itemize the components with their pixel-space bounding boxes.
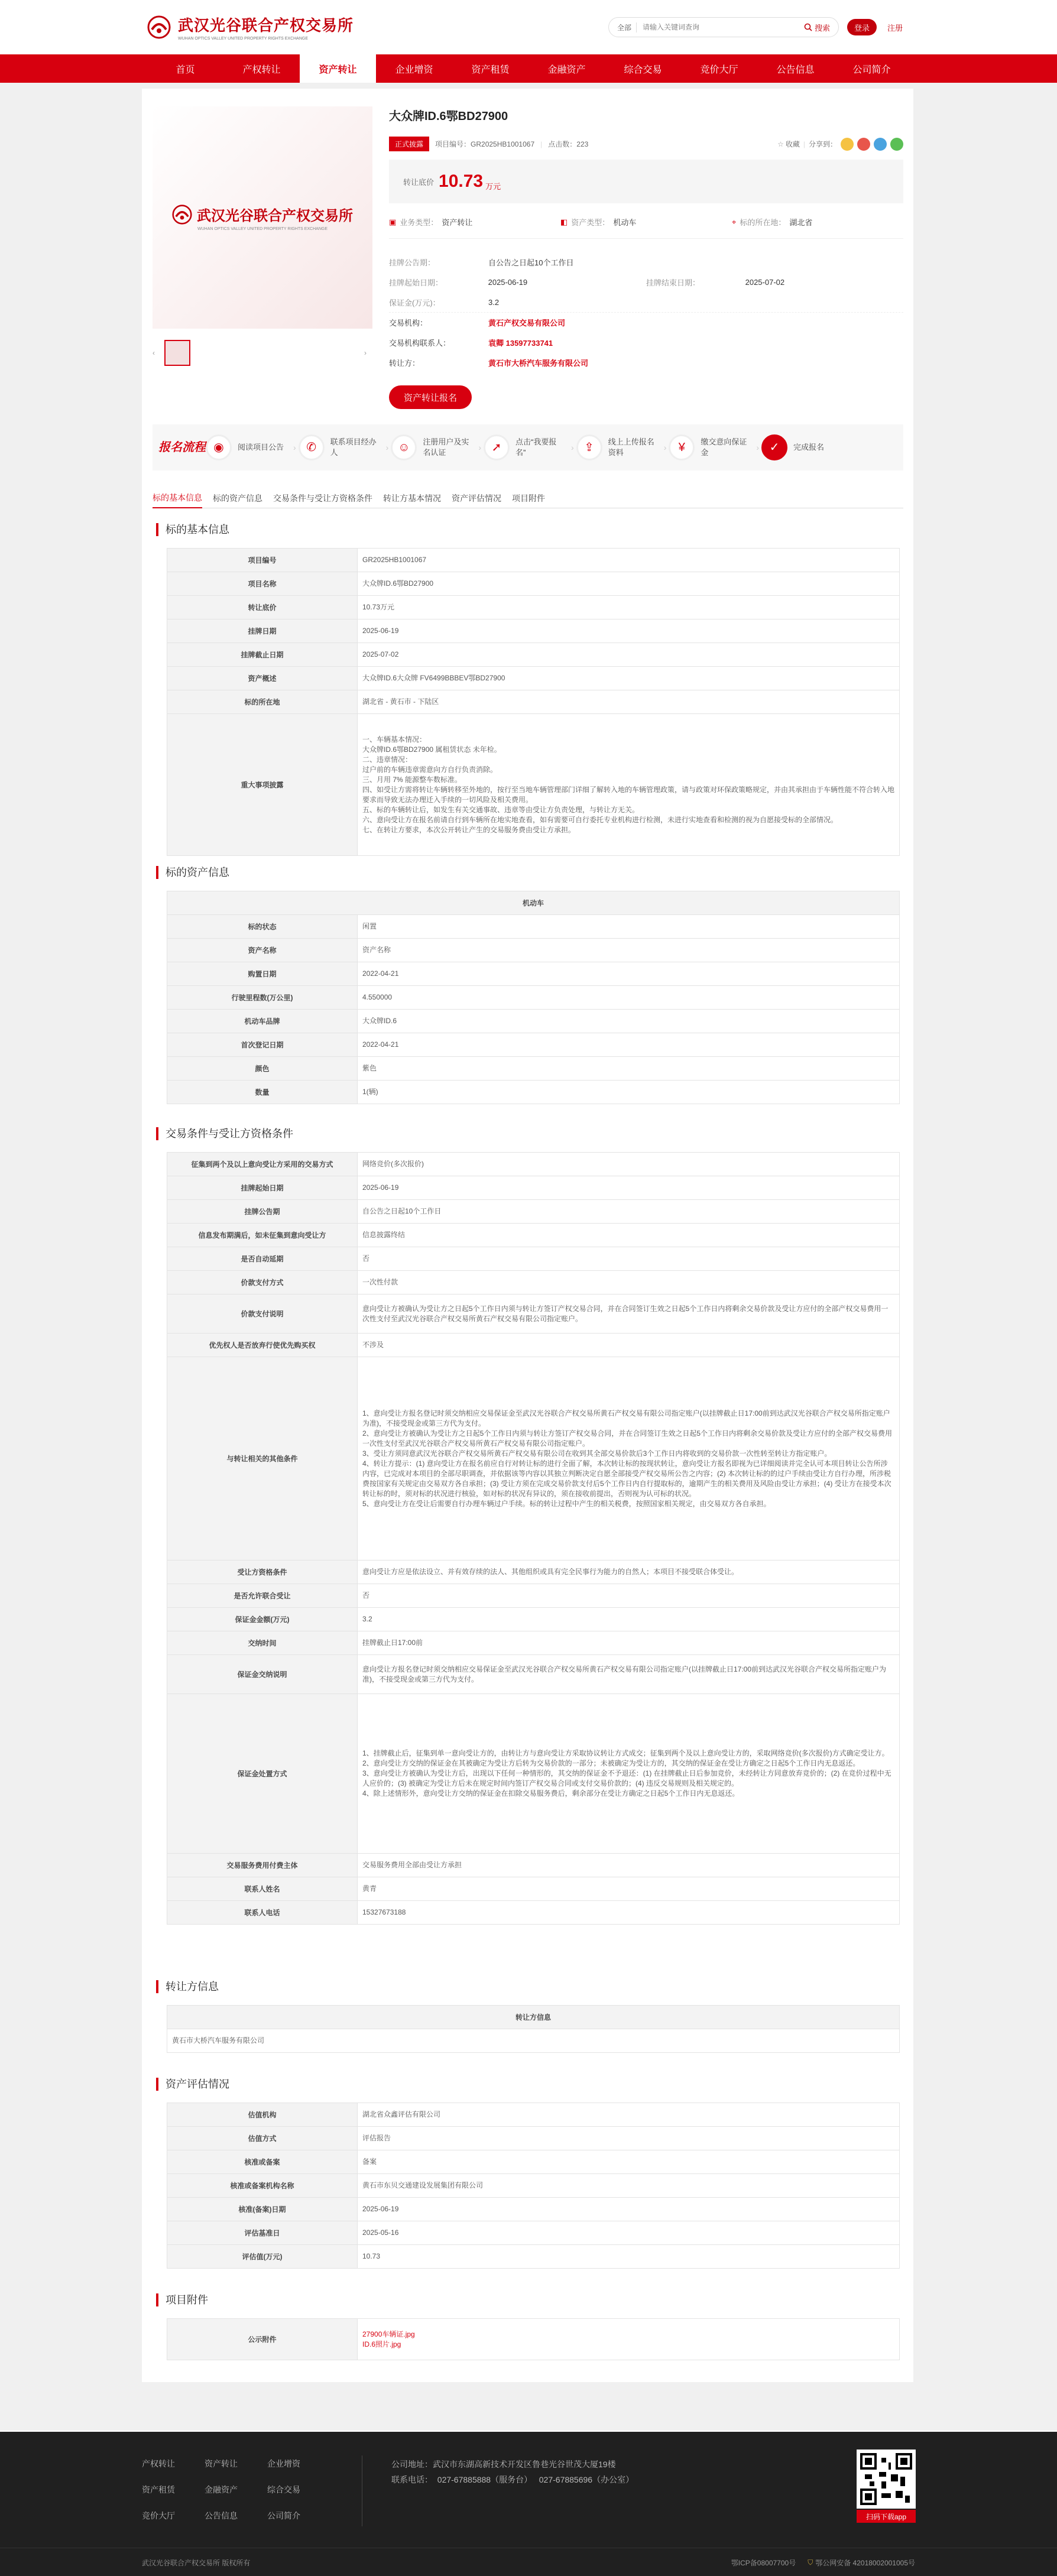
status-badge: 正式披露 [389,137,429,151]
nav-item[interactable]: 综合交易 [624,64,662,75]
price-value: 10.73 [439,171,484,191]
footer-link[interactable]: 公告信息 [205,2511,238,2520]
location-icon: ⌖ [732,217,737,226]
table-row [167,1010,900,1033]
seller-info-table [167,2005,900,2053]
nav-item[interactable]: 公司简介 [852,64,891,75]
row-value: 意向受让方被确认为受让方之日起5个工作日内须与转让方签订产权交易合同，并在合同签订生效之日起5个工作日内将剩余交易价款及受让方应付的全部产权交易费用一次性支付至武汉光谷联合产权交易所黄石产权交易有限公司指定账户。 [358,1295,900,1334]
table-row [167,690,900,714]
row-label: 行驶里程数(万公里) [167,986,358,1010]
period-value: 自公告之日起10个工作日 [488,258,574,267]
project-no: GR2025HB1001067 [471,139,535,148]
table-row [167,1655,900,1694]
row-label: 联系人姓名 [167,1877,358,1901]
table-row [167,962,900,986]
row-label: 项目名称 [167,572,358,596]
step-item [576,434,662,460]
table-row [167,1247,900,1271]
row-label: 转让底价 [167,596,358,619]
footer-links [142,2458,330,2522]
attachment-label: 公示附件 [167,2319,358,2360]
row-label: 价款支付方式 [167,1271,358,1295]
row-value: 挂牌截止日17:00前 [358,1631,900,1655]
share-label: 分享到： [808,140,837,148]
step-item [206,434,291,460]
asset-type-label: 资产类型： [571,218,610,227]
attachment-link[interactable]: ID.6照片.jpg [362,2340,401,2348]
footer-link[interactable]: 企业增资 [267,2459,300,2468]
row-value: 3.2 [358,1608,900,1631]
project-no-label: 项目编号： [435,140,471,148]
asset-type-value: 机动车 [613,218,637,227]
row-value: 评估报告 [358,2127,900,2150]
product-title: 大众牌ID.6鄂BD27900 [389,110,508,123]
row-value: 10.73万元 [358,596,900,619]
step-arrow-icon: › [756,443,760,452]
table-row [167,1033,900,1057]
weibo-share-icon[interactable] [857,138,870,151]
views-label: 点击数： [548,140,577,148]
section-asset-info [156,866,900,1104]
views-count: 223 [576,139,589,148]
start-date-value: 2025-06-19 [488,277,528,287]
row-value: 意向受让方报名登记时须交纳相应交易保证金至武汉光谷联合产权交易所黄石产权交易有限公司指定账户(以挂牌截止日17:00前到达武汉光谷联合产权交易所指定账户为准)，不接受现金或第三方代为支付。 [358,1655,900,1694]
table-row [167,1560,900,1584]
asset-type-icon: ◧ [560,217,568,226]
step-item [391,434,476,460]
logo-mark-icon [172,205,192,225]
app-qr-code [857,2450,916,2509]
row-label: 与转让相关的其他条件 [167,1357,358,1560]
row-label: 挂牌起始日期 [167,1176,358,1200]
step-item [761,434,847,460]
thumb-prev-icon[interactable]: ‹ [153,349,155,357]
section-seller-info [156,1980,900,2053]
seller-name: 黄石市大桥汽车服务有限公司 [167,2029,900,2053]
footer-bottom [0,2548,1057,2576]
row-label: 保证金处置方式 [167,1694,358,1854]
table-row [167,1608,900,1631]
row-value: 黄石市东贝交通建设发展集团有限公司 [358,2174,900,2198]
nav-item[interactable]: 首页 [176,64,195,75]
table-row [167,2150,900,2174]
row-value: 2025-07-02 [358,643,900,667]
row-label: 估值方式 [167,2127,358,2150]
row-value: 否 [358,1247,900,1271]
police-record[interactable]: 鄂公网安备 42018002001005号 [815,2559,915,2567]
business-type-value: 资产转让 [442,218,473,227]
detail-tabs [153,488,903,508]
row-value: 4.550000 [358,986,900,1010]
row-value: 大众牌ID.6 [358,1010,900,1033]
row-value: 1(辆) [358,1081,900,1104]
table-row [167,2103,900,2127]
deposit-label: 保证金(万元)： [389,298,440,307]
eye-icon: ◉ [206,434,232,460]
business-type-icon: ▣ [389,217,397,226]
price-unit: 万元 [485,182,501,191]
step-item [299,434,384,460]
product-meta: 正式披露 项目编号： GR2025HB1001067 | 点击数： 223 ☆ 收藏 | 分享到： [389,137,903,151]
table-row [167,1200,900,1224]
nav-item[interactable]: 金融资产 [547,64,586,75]
table-row [167,1334,900,1357]
detail-card [142,89,913,2382]
site-footer [0,2432,1057,2576]
search-box [608,17,839,37]
site-header [0,0,1057,54]
table-subhead: 机动车 [167,891,900,915]
footer-contact [391,2457,634,2487]
row-label: 核准或备案 [167,2150,358,2174]
registration-steps [153,424,903,471]
table-row [167,1224,900,1247]
row-value: 自公告之日起10个工作日 [358,1200,900,1224]
seller-label: 转让方： [389,358,420,368]
seller-value: 黄石市大桥汽车服务有限公司 [488,358,589,368]
section-trade-conditions [156,1127,900,1925]
deposit-value: 3.2 [488,297,500,307]
table-row [167,572,900,596]
search-icon [804,23,812,31]
location-label: 标的所在地： [740,218,786,227]
table-row [167,549,900,572]
business-type-label: 业务类型： [400,218,439,227]
logo-name: 武汉光谷联合产权交易所 [178,17,354,34]
table-row [167,1854,900,1877]
qr-label: 扫码下载app [857,2510,916,2523]
section-title: 标的资产信息 [156,866,900,879]
table-row [167,2221,900,2245]
row-value: 大众牌ID.6鄂BD27900 [358,572,900,596]
asset-info-table [167,891,900,1104]
qzone-share-icon[interactable] [841,138,854,151]
trade-conditions-table [167,1152,900,1925]
row-value: 湖北省众鑫评估有限公司 [358,2103,900,2127]
footer-link[interactable]: 金融资产 [205,2485,238,2494]
row-label: 首次登记日期 [167,1033,358,1057]
period-label: 挂牌公告期： [389,258,436,267]
table-row [167,2245,900,2269]
row-label: 项目编号 [167,549,358,572]
table-row [167,2127,900,2150]
row-label: 挂牌公告期 [167,1200,358,1224]
row-label: 挂牌截止日期 [167,643,358,667]
row-value: 2025-06-19 [358,619,900,643]
logo-english-name: WUHAN OPTICS VALLEY UNITED PROPERTY RIGHTS EXCHANGE [178,37,309,41]
row-label: 保证金交纳说明 [167,1655,358,1694]
police-badge-icon: ⛉ [808,2558,813,2567]
basic-info-table [167,548,900,856]
org-label: 交易机构： [389,319,428,327]
table-row [167,643,900,667]
row-value: 一次性付款 [358,1271,900,1295]
row-label: 机动车品牌 [167,1010,358,1033]
row-value: 网络竞价(多次报价) [358,1153,900,1176]
section-attachments [156,2293,900,2360]
row-value: 1、挂牌截止后，征集到单一意向受让方的，由转让方与意向受让方采取协议转让方式成交；征集到两个及以上意向受让方的，采取网络竞价(多次报价)方式确定受让方。 2、意向受让方交纳的保证金在其被确定为受让方后转为交易价款的一部分；未被确定为受让方的，其交纳的保证金在受让方确定之日起5个工作日内无息返还。 3、意向受让方被确认为受让方后，出现以下任何一种情形的，其交纳的保证金不予退还：(1) 在挂牌截止日后参加竞价，未经转让方同意放弃竞价的；(2) 在竞价过程中无人应价的；(3) 被确定为受让方后未在规定时间内签订产权交易合同或支付交易价款的；(4) 违反交易规则及相关规定的。 4、除上述情形外，意向受让方交纳的保证金在扣除交易服务费后，剩余部分在受让方确定之日起5个工作日内无息返还。 [358,1694,900,1854]
footer-link[interactable]: 综合交易 [267,2485,300,2494]
tab-item[interactable]: 标的基本信息 [153,488,202,508]
footer-link[interactable]: 资产租赁 [142,2485,175,2494]
start-date-label: 挂牌起始日期： [389,278,443,287]
product-categories [389,216,903,239]
step-label: 完成报名 [793,443,825,452]
step-label: 缴交意向保证金 [701,437,747,457]
section-title: 资产评估情况 [156,2078,900,2091]
step-arrow-icon: › [571,443,574,452]
image-logo-english: WUHAN OPTICS VALLEY UNITED PROPERTY RIGHTS EXCHANGE [197,227,328,231]
location-value: 湖北省 [789,218,813,227]
table-row [167,1057,900,1081]
seller-subhead: 转让方信息 [167,2006,900,2029]
table-row [167,619,900,643]
row-label: 价款支付说明 [167,1295,358,1334]
check-icon: ✓ [761,434,787,460]
step-label: 注册用户及实名认证 [423,437,469,457]
row-label: 资产名称 [167,939,358,962]
table-row [167,1357,900,1560]
table-row [167,2174,900,2198]
section-evaluation [156,2078,900,2269]
row-value: 15327673188 [358,1901,900,1925]
footer-link[interactable]: 资产转让 [205,2459,238,2468]
row-value: 不涉及 [358,1334,900,1357]
thumbnail[interactable] [164,340,190,366]
row-label: 资产概述 [167,667,358,690]
row-value: 湖北省 - 黄石市 - 下陆区 [358,690,900,714]
row-value: 2025-05-16 [358,2221,900,2245]
row-value: 交易服务费用全部由受让方承担 [358,1854,900,1877]
price-box [389,160,903,203]
logo-mark-icon [147,15,171,39]
table-row [167,915,900,939]
footer-link[interactable]: 产权转让 [142,2459,175,2468]
table-row [167,667,900,690]
section-basic-info [156,523,900,856]
row-label: 保证金金额(万元) [167,1608,358,1631]
row-label: 挂牌日期 [167,619,358,643]
product-summary [153,106,903,420]
nav-item[interactable]: 公告信息 [776,64,815,75]
attachment-table [167,2318,900,2360]
search-input[interactable] [643,23,798,31]
row-label: 信息发布期满后，如未征集到意向受让方 [167,1224,358,1247]
row-label: 核准或备案机构名称 [167,2174,358,2198]
table-row [167,1631,900,1655]
footer-link[interactable]: 公司简介 [267,2511,300,2520]
upload-icon: ⇪ [576,434,602,460]
row-label: 数量 [167,1081,358,1104]
table-row [167,1901,900,1925]
thumb-next-icon[interactable]: › [364,349,367,357]
footer-address: 公司地址：武汉市东湖高新技术开发区鲁巷光谷世茂大厦19楼 [391,2460,616,2469]
end-date-value: 2025-07-02 [745,277,785,287]
row-value: 意向受让方应是依法设立、并有效存续的法人、其他组织或具有完全民事行为能力的自然人；本项目不接受联合体受让。 [358,1560,900,1584]
search-button[interactable] [798,22,836,33]
section-title: 标的基本信息 [156,523,900,536]
row-label: 优先权人是否放弃行使优先购买权 [167,1334,358,1357]
listing-details [389,252,903,372]
contact-value: 袁卿 13597733741 [488,338,553,348]
section-title: 转让方信息 [156,1980,900,1993]
wechat-share-icon[interactable] [890,138,903,151]
login-button[interactable]: 登录 [847,19,877,35]
row-value: 2025-06-19 [358,1176,900,1200]
row-value: GR2025HB1001067 [358,549,900,572]
table-row [167,1694,900,1854]
step-arrow-icon: › [385,443,389,452]
row-label: 是否允许联合受让 [167,1584,358,1608]
user-icon: ☺ [391,434,417,460]
section-title: 项目附件 [156,2293,900,2306]
star-icon: ☆ [777,139,784,148]
search-button-label: 搜索 [814,23,830,33]
table-row [167,986,900,1010]
row-label: 评估值(万元) [167,2245,358,2269]
qr-code-icon [860,2453,912,2505]
table-row [167,714,900,856]
table-row [167,1153,900,1176]
row-value: 1、意向受让方报名登记时须交纳相应交易保证金至武汉光谷联合产权交易所黄石产权交易有限公司指定账户(以挂牌截止日17:00前到达武汉光谷联合产权交易所指定账户为准)，不接受现金或第三方代为支付。 2、意向受让方被确认为受让方之日起5个工作日内须与转让方签订产权交易合同，并在合同签订生效之日起5个工作日内将剩余交易价款及受让方应付的全部产权交易费用一次性支付至武汉光谷联合产权交易所黄石产权交易有限公司指定账户。 3、受让方须同意武汉光谷联合产权交易所黄石产权交易有限公司在收到其全部交易价款后3个工作日内将收到的交易价款一次性转至转让方指定账户。 4、转让方提示：(1) 意向受让方在报名前应自行对转让标的进行全面了解，本次转让标的按现状转让，意向受让方报名即视为已详细阅读并完全认可本项目转让公告所涉内容，已完成对本项目的全部尽职调查，并依据该等内容以其独立判断决定自愿全部接受产权交易所公告之内容；(2) 本次转让标的的过户手续由受让方自行办理，所涉税费按国家有关规定由交易双方各自承担；(3) 受让方须在完成交易价款支付后5个工作日内自行提取标的，逾期产生的相关费用及风险由受让方承担；(4) 受让方在接受本次转让标的时，须对标的状况进行核验，如对标的状况有异议的，须在接收前提出，否则视为认可标的状况。 5、意向受让方在受让后需要自行办理车辆过户手续。标的转让过程中产生的相关税费，按照国家相关规定，由交易双方各自承担。 [358,1357,900,1560]
price-label: 转让底价 [403,177,435,187]
main-nav [0,54,1057,83]
favorite-button[interactable] [777,139,800,149]
phone-icon: ✆ [299,434,325,460]
row-value: 紫色 [358,1057,900,1081]
row-label: 联系人电话 [167,1901,358,1925]
tab-item[interactable]: 项目附件 [512,493,545,503]
row-value: 资产名称 [358,939,900,962]
row-value: 信息披露终结 [358,1224,900,1247]
end-date-label: 挂牌结束日期： [646,278,701,287]
search-scope-select[interactable]: 全部 [617,22,637,33]
nav-item[interactable]: 产权转让 [242,64,281,75]
row-value: 2022-04-21 [358,962,900,986]
row-label: 核准(备案)日期 [167,2198,358,2221]
row-value: 否 [358,1584,900,1608]
nav-item[interactable]: 资产转让 [300,54,376,83]
attachment-files [358,2319,900,2360]
image-logo-name: 武汉光谷联合产权交易所 [197,208,353,224]
row-value: 10.73 [358,2245,900,2269]
row-label: 评估基准日 [167,2221,358,2245]
nav-item[interactable]: 资产租赁 [471,64,510,75]
step-label: 线上上传报名资料 [608,437,654,457]
icp-number[interactable]: 鄂ICP备08007700号 [731,2559,796,2567]
table-row [167,596,900,619]
table-row [167,1295,900,1334]
table-row [167,1877,900,1901]
row-label: 估值机构 [167,2103,358,2127]
qq-share-icon[interactable] [874,138,887,151]
step-label: 点击“我要报名” [515,437,557,457]
step-arrow-icon: › [293,443,296,452]
step-item [669,434,754,460]
cursor-icon: ➚ [484,434,510,460]
table-row [167,1176,900,1200]
row-label: 交纳时间 [167,1631,358,1655]
step-label: 阅读项目公告 [238,443,284,452]
section-title: 交易条件与受让方资格条件 [156,1127,900,1140]
table-row [167,2198,900,2221]
nav-item[interactable]: 企业增资 [395,64,433,75]
row-value: 2022-04-21 [358,1033,900,1057]
contact-label: 交易机构联系人： [389,338,451,348]
step-label: 联系项目经办人 [330,437,377,457]
tab-item[interactable]: 标的资产信息 [213,493,262,503]
favorite-label: 收藏 [785,140,800,148]
row-value: 闲置 [358,915,900,939]
row-label: 交易服务费用付费主体 [167,1854,358,1877]
row-value: 2025-06-19 [358,2198,900,2221]
step-arrow-icon: › [478,443,482,452]
register-button[interactable]: 注册 [887,23,903,33]
tab-item[interactable]: 资产评估情况 [452,493,501,503]
coin-icon: ¥ [669,434,695,460]
row-value: 大众牌ID.6大众牌 FV6499BBBEV鄂BD27900 [358,667,900,690]
thumbnail-strip [153,338,372,368]
step-arrow-icon: › [663,443,667,452]
table-row [167,1271,900,1295]
row-label: 征集到两个及以上意向受让方采用的交易方式 [167,1153,358,1176]
product-info [389,106,903,409]
tab-item[interactable]: 交易条件与受让方资格条件 [273,493,372,503]
table-row [167,1081,900,1104]
copyright: 武汉光谷联合产权交易所 版权所有 [142,2559,251,2567]
row-value: 黄青 [358,1877,900,1901]
attachment-link[interactable]: 27900车辆证.jpg [362,2330,415,2338]
table-row [167,1584,900,1608]
nav-item[interactable]: 竞价大厅 [700,64,738,75]
org-value: 黄石产权交易有限公司 [488,319,566,327]
row-label: 颜色 [167,1057,358,1081]
steps-title: 报名流程 [158,441,206,454]
row-value: 一、车辆基本情况： 大众牌ID.6鄂BD27900 属租赁状态 未年检。 二、违章情况： 过户前的车辆违章需意向方自行负责消除。 三、月用 7% 能源整车数标准。 四、如受让方需将转让车辆转移至外地的，按行至当地车辆管理部门详细了解转入地的车辆管理政策，请与政策对环保政策略规定，并由其承担由于车辆性能不符合转入地要求而导致无法办理迁入手续的一切风险及相关费用。 五、标的车辆转让后，如发生有关交通事故、违章等由受让方负责处理，与转让方无关。 六、意向受让方在报名前请自行到车辆所在地实地查看，如有需要可自行委托专业机构进行检测，未进行实地查看和检测的视为自愿接受标的全部情况。 七、在转让方要求，本次公开转让产生的交易服务费由受让方承担。 [358,714,900,856]
row-label: 标的状态 [167,915,358,939]
product-main-image [153,106,372,329]
row-label: 标的所在地 [167,690,358,714]
site-logo[interactable] [147,14,354,41]
row-label: 购置日期 [167,962,358,986]
tab-item[interactable]: 转让方基本情况 [383,493,441,503]
row-value: 备案 [358,2150,900,2174]
table-row [167,939,900,962]
footer-link[interactable]: 竞价大厅 [142,2511,175,2520]
register-asset-button[interactable]: 资产转让报名 [389,385,472,409]
row-label: 是否自动延期 [167,1247,358,1271]
step-item [484,434,569,460]
row-label: 受让方资格条件 [167,1560,358,1584]
footer-phones: 联系电话： 027-67885888（服务台） 027-67885696（办公室） [391,2475,634,2484]
evaluation-table [167,2103,900,2269]
row-label: 重大事项披露 [167,714,358,856]
